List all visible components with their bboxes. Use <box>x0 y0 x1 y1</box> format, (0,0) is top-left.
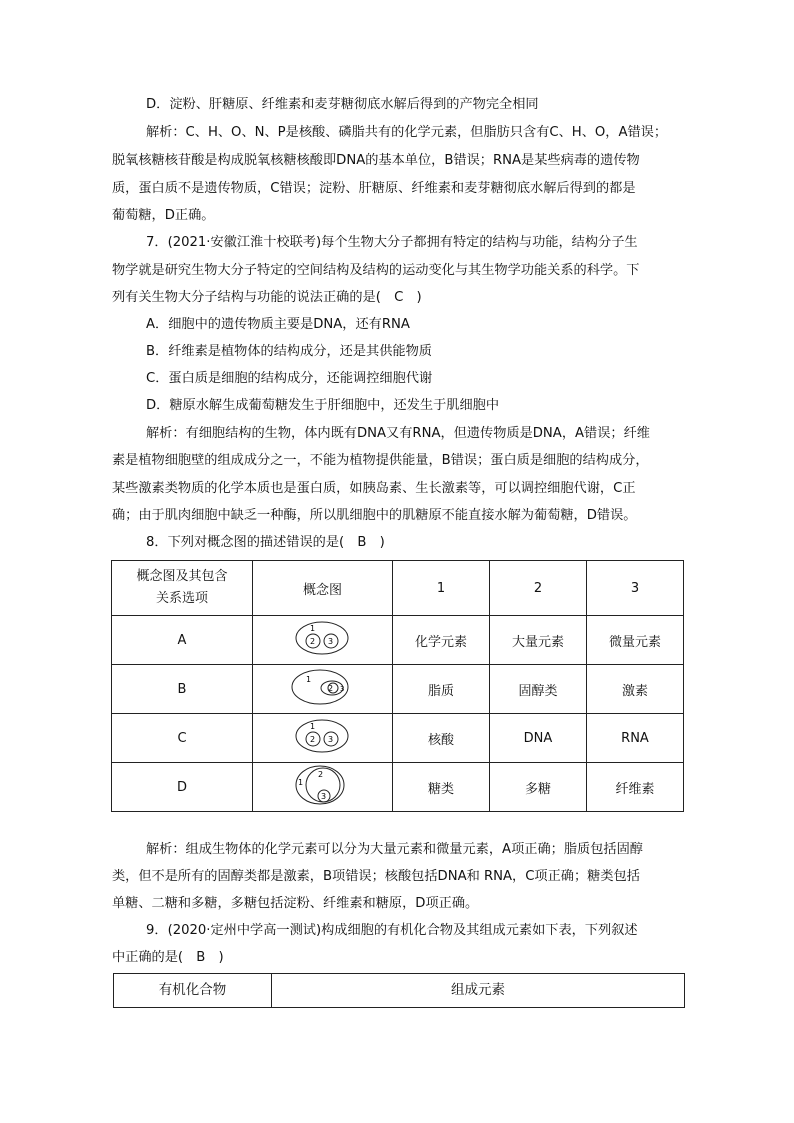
row-d-col-3: 纤维素 <box>587 763 684 812</box>
diagram-label-2: 2 <box>317 770 323 779</box>
row-a-col-3: 微量元素 <box>587 616 684 665</box>
concept-diagram-c <box>288 716 358 756</box>
table-row <box>112 665 684 714</box>
header-organic-compound: 有机化合物 <box>114 974 272 1008</box>
diagram-label-3: 3 <box>327 637 333 646</box>
header-options: 概念图及其包含 关系选项 <box>112 561 253 616</box>
row-c-col-2: DNA <box>490 714 587 763</box>
option-label: C <box>112 714 253 763</box>
diagram-label-2: 2 <box>327 684 333 693</box>
table-header-row <box>114 974 685 1008</box>
analysis-q8-line3: 单糖、二糖和多糖，多糖包括淀粉、纤维素和糖原，D项正确。 <box>112 896 479 911</box>
analysis-q7-line2: 素是植物细胞壁的组成成分之一，不能为植物提供能量，B错误；蛋白质是细胞的结构成分， <box>112 453 649 468</box>
row-a-col-2: 大量元素 <box>490 616 587 665</box>
row-c-col-3: RNA <box>587 714 684 763</box>
concept-diagram-b <box>288 667 358 707</box>
analysis-q8-line2: 类，但不是所有的固醇类都是激素，B项错误；核酸包括DNA和 RNA，C项正确；糖类包括 <box>112 869 640 884</box>
option-d-q6: D．淀粉、肝糖原、纤维素和麦芽糖彻底水解后得到的产物完全相同 <box>146 97 539 112</box>
question-7-option-a: A．细胞中的遗传物质主要是DNA，还有RNA <box>146 317 410 332</box>
row-b-col-3: 激素 <box>587 665 684 714</box>
table-row <box>112 714 684 763</box>
concept-diagram-cell <box>253 763 393 812</box>
diagram-label-3: 3 <box>320 792 326 801</box>
row-b-col-1: 脂质 <box>393 665 490 714</box>
question-7-option-b: B．纤维素是植物体的结构成分，还是其供能物质 <box>146 344 432 359</box>
header-col-2: 2 <box>490 561 587 616</box>
concept-map-table <box>111 560 684 812</box>
row-b-col-2: 固醇类 <box>490 665 587 714</box>
diagram-label-1: 1 <box>297 778 303 787</box>
concept-diagram-cell <box>253 665 393 714</box>
diagram-label-1: 1 <box>309 722 315 731</box>
analysis-q6-line4: 葡萄糖，D正确。 <box>112 208 215 223</box>
row-d-col-1: 糖类 <box>393 763 490 812</box>
question-8: 8．下列对概念图的描述错误的是( B ) <box>146 535 385 550</box>
option-label: A <box>112 616 253 665</box>
header-elements: 组成元素 <box>272 974 685 1008</box>
concept-diagram-d <box>288 763 358 807</box>
analysis-q6-line1: 解析：C、H、O、N、P是核酸、磷脂共有的化学元素，但脂肪只含有C、H、O，A错误； <box>146 125 668 140</box>
table-header-row <box>112 561 684 616</box>
question-7-option-c: C．蛋白质是细胞的结构成分，还能调控细胞代谢 <box>146 371 433 386</box>
option-label: D <box>112 763 253 812</box>
analysis-q6-line3: 质，蛋白质不是遗传物质，C错误；淀粉、肝糖原、纤维素和麦芽糖彻底水解后得到的都是 <box>112 181 636 196</box>
diagram-label-1: 1 <box>305 675 311 684</box>
question-7-line3: 列有关生物大分子结构与功能的说法正确的是( C ) <box>112 290 422 305</box>
header-col-1: 1 <box>393 561 490 616</box>
analysis-q7-line1: 解析：有细胞结构的生物，体内既有DNA又有RNA，但遗传物质是DNA，A错误；纤维 <box>146 426 650 441</box>
analysis-q8-line1: 解析：组成生物体的化学元素可以分为大量元素和微量元素，A项正确；脂质包括固醇 <box>146 842 643 857</box>
option-label: B <box>112 665 253 714</box>
question-7-line1: 7．(2021·安徽江淮十校联考)每个生物大分子都拥有特定的结构与功能，结构分子生 <box>146 235 638 250</box>
header-col-3: 3 <box>587 561 684 616</box>
row-d-col-2: 多糖 <box>490 763 587 812</box>
analysis-q7-line4: 确；由于肌肉细胞中缺乏一种酶，所以肌细胞中的肌糖原不能直接水解为葡萄糖，D错误。 <box>112 508 637 523</box>
organic-compounds-table <box>113 973 685 1008</box>
diagram-label-3: 3 <box>327 735 333 744</box>
question-9-line2: 中正确的是( B ) <box>112 950 224 965</box>
diagram-label-1: 1 <box>309 624 315 633</box>
table-row <box>112 616 684 665</box>
concept-diagram-cell <box>253 714 393 763</box>
question-9-line1: 9．(2020·定州中学高一测试)构成细胞的有机化合物及其组成元素如下表，下列叙述 <box>146 923 638 938</box>
concept-diagram-a <box>288 618 358 658</box>
row-a-col-1: 化学元素 <box>393 616 490 665</box>
analysis-q7-line3: 某些激素类物质的化学本质也是蛋白质，如胰岛素、生长激素等，可以调控细胞代谢，C正 <box>112 481 636 496</box>
diagram-label-3: 3 <box>339 685 344 693</box>
diagram-label-2: 2 <box>309 637 315 646</box>
concept-diagram-cell <box>253 616 393 665</box>
question-7-line2: 物学就是研究生物大分子特定的空间结构及结构的运动变化与其生物学功能关系的科学。下 <box>112 263 640 278</box>
row-c-col-1: 核酸 <box>393 714 490 763</box>
diagram-label-2: 2 <box>309 735 315 744</box>
question-7-option-d: D．糖原水解生成葡萄糖发生于肝细胞中，还发生于肌细胞中 <box>146 398 500 413</box>
header-diagram: 概念图 <box>253 561 393 616</box>
table-row <box>112 763 684 812</box>
analysis-q6-line2: 脱氧核糖核苷酸是构成脱氧核糖核酸即DNA的基本单位，B错误；RNA是某些病毒的遗传物 <box>112 153 640 168</box>
